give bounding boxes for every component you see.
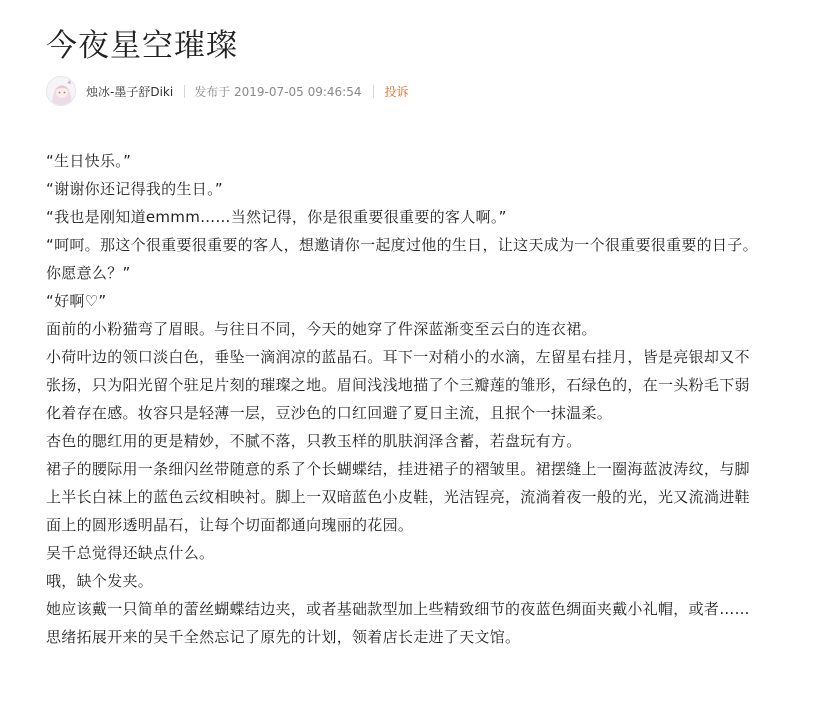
paragraph: 思绪拓展开来的吴千全然忘记了原先的计划，领着店长走进了天文馆。 xyxy=(46,628,521,646)
author-avatar[interactable] xyxy=(46,76,76,106)
paragraph: 你愿意么？” xyxy=(46,264,131,282)
avatar-illustration-icon xyxy=(47,77,76,106)
paragraph: 吴千总觉得还缺点什么。 xyxy=(46,544,215,562)
paragraph: 面前的小粉猫弯了眉眼。与往日不同，今天的她穿了件深蓝渐变至云白的连衣裙。 xyxy=(46,320,597,338)
paragraph: 小荷叶边的领口淡白色，垂坠一滴润凉的蓝晶石。耳下一对稍小的水滴，左留星右挂月，皆是亮银却又不张扬，只为阳光留个驻足片刻的璀璨之地。眉间浅浅地描了个三瓣莲的雏形，石绿色的，在一头粉毛下弱化着存在感。妆容只是轻薄一层，豆沙色的口红回避了夏日主流，且抿个一抹温柔。 xyxy=(46,348,750,422)
article-title: 今夜星空璀璨 xyxy=(46,28,238,64)
article-meta xyxy=(46,76,408,106)
article-body xyxy=(46,147,758,651)
paragraph: 杏色的腮红用的更是精妙，不腻不落，只教玉样的肌肤润泽含蓄，若盘玩有方。 xyxy=(46,432,582,450)
report-link[interactable]: 投诉 xyxy=(384,84,409,99)
author-name-link[interactable]: 烛冰-墨子舒Diki xyxy=(86,84,174,99)
paragraph: 她应该戴一只简单的蕾丝蝴蝶结边夹，或者基础款型加上些精致细节的夜蓝色绸面夹戴小礼帽，或者…… xyxy=(46,600,750,618)
paragraph: “我也是刚知道emmm……当然记得，你是很重要很重要的客人啊。” xyxy=(46,208,507,226)
publish-date: 发布于 2019-07-05 09:46:54 xyxy=(194,84,362,99)
paragraph: 裙子的腰际用一条细闪丝带随意的系了个长蝴蝶结，挂进裙子的褶皱里。裙摆缝上一圈海蓝波涛纹，与脚上半长白袜上的蓝色云纹相映衬。脚上一双暗蓝色小皮鞋，光洁锃亮，流淌着夜一般的光，光又流淌进鞋面上的圆形透明晶石，让每个切面都通向瑰丽的花园。 xyxy=(46,460,750,534)
meta-divider xyxy=(373,85,374,98)
meta-divider xyxy=(184,85,185,98)
paragraph: “好啊♡” xyxy=(46,292,107,310)
paragraph: 哦，缺个发夹。 xyxy=(46,572,154,590)
paragraph: “呵呵。那这个很重要很重要的客人，想邀请你一起度过他的生日，让这天成为一个很重要很重要的日子。 xyxy=(46,236,758,254)
paragraph: “谢谢你还记得我的生日。” xyxy=(46,180,223,198)
paragraph: “生日快乐。” xyxy=(46,152,132,170)
